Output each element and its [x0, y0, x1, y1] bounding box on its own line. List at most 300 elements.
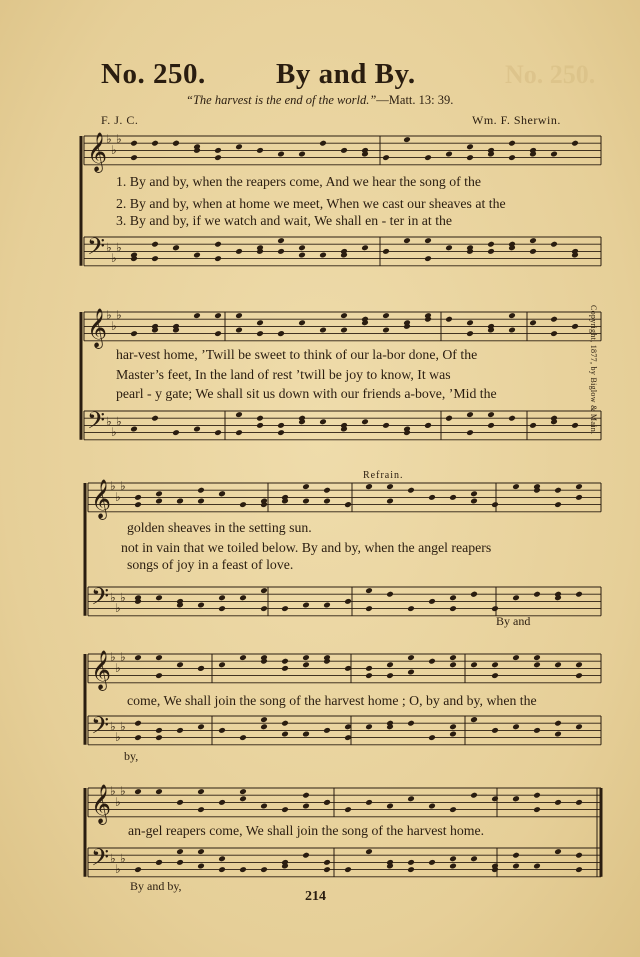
lyric-line: not in vain that we toiled below. By and by, when the angel reapers	[121, 540, 492, 555]
note-head	[428, 494, 436, 501]
note-head	[298, 252, 306, 259]
note-head	[449, 661, 457, 668]
flat-icon: ♭	[116, 308, 122, 323]
note-head	[512, 852, 520, 859]
note-head	[277, 248, 285, 255]
note-head	[424, 422, 432, 429]
note-head	[155, 734, 163, 741]
note-head	[302, 731, 310, 738]
flat-icon: ♭	[120, 719, 126, 734]
note-head	[155, 654, 163, 661]
note-head	[508, 154, 516, 161]
note-head	[193, 312, 201, 319]
note-head	[281, 806, 289, 813]
note-head	[155, 727, 163, 734]
note-head	[424, 154, 432, 161]
note-head	[512, 795, 520, 802]
note-head	[470, 498, 478, 505]
note-head	[386, 483, 394, 490]
note-head	[470, 490, 478, 497]
hymn-title: By and By.	[276, 58, 416, 90]
bass-clef-icon: 𝄢	[91, 711, 110, 745]
note-head	[214, 330, 222, 337]
note-head	[403, 136, 411, 143]
note-head	[554, 720, 562, 727]
note-head	[218, 727, 226, 734]
note-head	[239, 788, 247, 795]
note-head	[197, 806, 205, 813]
note-head	[487, 241, 495, 248]
note-head	[554, 501, 562, 508]
flat-icon: ♭	[120, 650, 126, 665]
note-head	[130, 330, 138, 337]
note-head	[235, 429, 243, 436]
note-head	[130, 140, 138, 147]
note-head	[134, 720, 142, 727]
epigraph-quote: “The harvest is the end of the world.”	[186, 93, 377, 107]
note-head	[256, 422, 264, 429]
note-head	[176, 498, 184, 505]
note-head	[134, 654, 142, 661]
note-head	[302, 792, 310, 799]
page-number: 214	[305, 889, 326, 904]
treble-clef-icon: 𝄞	[87, 307, 108, 348]
note-head	[449, 594, 457, 601]
note-head	[323, 487, 331, 494]
note-head	[239, 501, 247, 508]
note-head	[407, 795, 415, 802]
note-head	[365, 723, 373, 730]
note-head	[512, 723, 520, 730]
lyric-line: 3. By and by, if we watch and wait, We shall en - ter in at the	[116, 213, 453, 228]
note-head	[550, 151, 558, 158]
flat-icon: ♭	[116, 414, 122, 429]
flat-icon: ♭	[120, 479, 126, 494]
lyricist-credit: F. J. C.	[101, 113, 139, 127]
note-head	[428, 734, 436, 741]
note-head	[533, 591, 541, 598]
note-head	[491, 501, 499, 508]
note-head	[365, 799, 373, 806]
note-head	[193, 426, 201, 433]
note-head	[323, 727, 331, 734]
treble-clef-icon: 𝄞	[91, 478, 112, 519]
note-head	[449, 605, 457, 612]
note-head	[281, 605, 289, 612]
note-head	[554, 731, 562, 738]
note-head	[466, 330, 474, 337]
note-head	[214, 241, 222, 248]
note-head	[235, 312, 243, 319]
flat-icon: ♭	[120, 590, 126, 605]
note-head	[239, 654, 247, 661]
flat-icon: ♭	[111, 251, 117, 266]
note-head	[214, 312, 222, 319]
note-head	[487, 422, 495, 429]
note-head	[449, 855, 457, 862]
note-head	[529, 319, 537, 326]
note-head	[533, 661, 541, 668]
note-head	[323, 602, 331, 609]
note-head	[386, 803, 394, 810]
note-head	[260, 723, 268, 730]
note-head	[365, 605, 373, 612]
note-head	[319, 140, 327, 147]
note-head	[449, 863, 457, 870]
note-head	[235, 248, 243, 255]
epigraph-reference: —Matt. 13: 39.	[376, 93, 454, 107]
note-head	[575, 852, 583, 859]
note-head	[340, 147, 348, 154]
treble-clef-icon: 𝄞	[91, 783, 112, 824]
refrain-label: Refrain.	[363, 470, 404, 481]
note-head	[197, 848, 205, 855]
note-head	[239, 594, 247, 601]
note-head	[155, 672, 163, 679]
note-head	[302, 483, 310, 490]
note-head	[466, 143, 474, 150]
note-head	[407, 859, 415, 866]
note-head	[424, 237, 432, 244]
note-head	[508, 415, 516, 422]
note-head	[491, 672, 499, 679]
hymn-number: No. 250.	[101, 58, 206, 90]
note-head	[302, 602, 310, 609]
bass-clef-icon: 𝄢	[91, 582, 110, 616]
note-head	[466, 429, 474, 436]
note-head	[407, 605, 415, 612]
note-head	[449, 723, 457, 730]
note-head	[277, 237, 285, 244]
note-head	[554, 848, 562, 855]
note-head	[365, 848, 373, 855]
note-head	[319, 327, 327, 334]
note-head	[214, 147, 222, 154]
flat-icon: ♭	[111, 143, 117, 157]
note-head	[214, 154, 222, 161]
lyric-line: 2. By and by, when at home we meet, When we cast our sheaves at the	[116, 196, 506, 211]
note-head	[193, 252, 201, 259]
note-head	[386, 672, 394, 679]
note-head	[151, 255, 159, 262]
note-head	[260, 866, 268, 873]
note-head	[470, 661, 478, 668]
note-head	[197, 602, 205, 609]
flat-icon: ♭	[115, 661, 121, 675]
note-head	[176, 799, 184, 806]
flat-icon: ♭	[116, 132, 122, 147]
note-head	[470, 591, 478, 598]
note-head	[491, 605, 499, 612]
note-head	[554, 799, 562, 806]
note-head	[323, 799, 331, 806]
note-head	[487, 248, 495, 255]
note-head	[382, 248, 390, 255]
flat-icon: ♭	[111, 319, 117, 333]
note-head	[512, 483, 520, 490]
treble-clef-icon: 𝄞	[87, 131, 108, 172]
note-head	[470, 716, 478, 723]
note-head	[256, 147, 264, 154]
note-head	[428, 598, 436, 605]
note-head	[445, 316, 453, 323]
note-head	[407, 866, 415, 873]
note-head	[550, 241, 558, 248]
note-head	[197, 723, 205, 730]
note-head	[214, 255, 222, 262]
note-head	[323, 859, 331, 866]
note-head	[571, 422, 579, 429]
treble-clef-icon: 𝄞	[91, 649, 112, 690]
note-head	[365, 672, 373, 679]
note-head	[344, 866, 352, 873]
note-head	[382, 312, 390, 319]
note-head	[134, 494, 142, 501]
note-head	[529, 248, 537, 255]
note-head	[575, 672, 583, 679]
flat-icon: ♭	[115, 601, 121, 616]
note-head	[176, 727, 184, 734]
note-head	[575, 723, 583, 730]
note-head	[424, 255, 432, 262]
note-head	[575, 866, 583, 873]
note-head	[403, 237, 411, 244]
flat-icon: ♭	[110, 650, 116, 665]
note-head	[277, 429, 285, 436]
note-head	[281, 731, 289, 738]
note-head	[512, 654, 520, 661]
note-head	[466, 319, 474, 326]
note-head	[155, 788, 163, 795]
bass-clef-icon: 𝄢	[87, 232, 106, 266]
note-head	[155, 859, 163, 866]
note-head	[407, 720, 415, 727]
note-head	[323, 866, 331, 873]
note-head	[550, 330, 558, 337]
note-head	[155, 594, 163, 601]
note-head	[361, 418, 369, 425]
note-head	[575, 483, 583, 490]
flat-icon: ♭	[110, 590, 116, 605]
note-head	[361, 244, 369, 251]
note-head	[533, 792, 541, 799]
note-head	[302, 654, 310, 661]
flat-icon: ♭	[106, 240, 112, 255]
note-head	[382, 422, 390, 429]
bass-lyric-line: by,	[124, 749, 139, 763]
note-head	[260, 716, 268, 723]
bass-clef-icon: 𝄢	[87, 406, 106, 440]
note-head	[218, 594, 226, 601]
note-head	[235, 411, 243, 418]
flat-icon: ♭	[116, 240, 122, 255]
note-head	[277, 422, 285, 429]
note-head	[281, 720, 289, 727]
lyric-line: come, We shall join the song of the harvest home ; O, by and by, when the	[127, 693, 537, 708]
note-head	[130, 426, 138, 433]
note-head	[323, 498, 331, 505]
note-head	[571, 140, 579, 147]
note-head	[344, 501, 352, 508]
note-head	[151, 140, 159, 147]
note-head	[386, 661, 394, 668]
lyric-line: songs of joy in a feast of love.	[127, 557, 294, 572]
note-head	[302, 661, 310, 668]
note-head	[445, 244, 453, 251]
note-head	[239, 795, 247, 802]
note-head	[533, 806, 541, 813]
note-head	[176, 848, 184, 855]
note-head	[344, 806, 352, 813]
lyric-line: har-vest home, ’Twill be sweet to think of our la-bor done, Of the	[116, 347, 478, 362]
bass-clef-icon: 𝄢	[91, 843, 110, 877]
note-head	[512, 863, 520, 870]
note-head	[155, 498, 163, 505]
note-head	[407, 654, 415, 661]
note-head	[512, 594, 520, 601]
note-head	[260, 605, 268, 612]
note-head	[344, 598, 352, 605]
note-head	[386, 498, 394, 505]
note-head	[218, 855, 226, 862]
note-head	[256, 319, 264, 326]
note-head	[302, 498, 310, 505]
note-head	[218, 866, 226, 873]
composer-credit: Wm. F. Sherwin.	[472, 113, 561, 127]
note-head	[365, 483, 373, 490]
flat-icon: ♭	[110, 851, 116, 866]
bass-lyric-line: By and	[496, 614, 531, 628]
note-head	[134, 866, 142, 873]
note-head	[281, 665, 289, 672]
note-head	[365, 587, 373, 594]
note-head	[491, 795, 499, 802]
note-head	[365, 665, 373, 672]
note-head	[235, 143, 243, 150]
flat-icon: ♭	[120, 851, 126, 866]
flat-icon: ♭	[110, 719, 116, 734]
note-head	[428, 859, 436, 866]
note-head	[382, 154, 390, 161]
note-head	[386, 591, 394, 598]
flat-icon: ♭	[106, 132, 112, 147]
flat-icon: ♭	[110, 784, 116, 799]
note-head	[554, 661, 562, 668]
note-head	[197, 665, 205, 672]
note-head	[260, 587, 268, 594]
flat-icon: ♭	[120, 784, 126, 799]
note-head	[256, 415, 264, 422]
note-head	[449, 654, 457, 661]
note-head	[508, 140, 516, 147]
note-head	[197, 498, 205, 505]
note-head	[172, 244, 180, 251]
note-head	[197, 487, 205, 494]
note-head	[508, 327, 516, 334]
note-head	[466, 154, 474, 161]
note-head	[428, 803, 436, 810]
note-head	[575, 591, 583, 598]
note-head	[470, 792, 478, 799]
note-head	[428, 658, 436, 665]
note-head	[172, 140, 180, 147]
note-head	[256, 330, 264, 337]
note-head	[176, 859, 184, 866]
flat-icon: ♭	[110, 479, 116, 494]
note-head	[298, 151, 306, 158]
flat-icon: ♭	[106, 414, 112, 429]
note-head	[151, 241, 159, 248]
note-head	[449, 731, 457, 738]
copyright-notice: Copyright, 1877, by Biglow & Main.	[589, 305, 598, 435]
lyric-line: pearl - y gate; We shall sit us down with our friends a-bove, ’Mid the	[116, 386, 497, 401]
flat-icon: ♭	[115, 490, 121, 504]
lyric-line: Master’s feet, In the land of rest ’twill be joy to know, It was	[116, 367, 451, 382]
note-head	[277, 151, 285, 158]
note-head	[382, 327, 390, 334]
note-head	[407, 487, 415, 494]
note-head	[172, 429, 180, 436]
note-head	[445, 415, 453, 422]
bass-lyric-line: By and by,	[130, 879, 182, 893]
note-head	[340, 312, 348, 319]
note-head	[298, 319, 306, 326]
lyric-line: an-gel reapers come, We shall join the song of the harvest home.	[128, 823, 485, 838]
note-head	[235, 327, 243, 334]
note-head	[319, 418, 327, 425]
note-head	[529, 422, 537, 429]
note-head	[239, 866, 247, 873]
note-head	[218, 605, 226, 612]
flat-icon: ♭	[111, 425, 117, 440]
note-head	[508, 312, 516, 319]
note-head	[176, 661, 184, 668]
note-head	[134, 501, 142, 508]
note-head	[151, 415, 159, 422]
note-head	[298, 244, 306, 251]
note-head	[239, 734, 247, 741]
note-head	[571, 323, 579, 330]
note-head	[575, 661, 583, 668]
note-head	[533, 727, 541, 734]
flat-icon: ♭	[115, 862, 121, 877]
note-head	[281, 658, 289, 665]
note-head	[466, 411, 474, 418]
note-head	[470, 855, 478, 862]
note-head	[449, 806, 457, 813]
note-head	[277, 330, 285, 337]
flat-icon: ♭	[115, 730, 121, 745]
note-head	[491, 661, 499, 668]
note-head	[533, 863, 541, 870]
note-head	[575, 799, 583, 806]
note-head	[449, 494, 457, 501]
note-head	[487, 411, 495, 418]
note-head	[214, 429, 222, 436]
note-head	[407, 669, 415, 676]
note-head	[134, 734, 142, 741]
note-head	[575, 494, 583, 501]
note-head	[218, 799, 226, 806]
note-head	[550, 316, 558, 323]
note-head	[218, 661, 226, 668]
note-head	[554, 487, 562, 494]
note-head	[340, 327, 348, 334]
note-head	[533, 654, 541, 661]
note-head	[491, 727, 499, 734]
flat-icon: ♭	[115, 795, 121, 809]
note-head	[302, 803, 310, 810]
